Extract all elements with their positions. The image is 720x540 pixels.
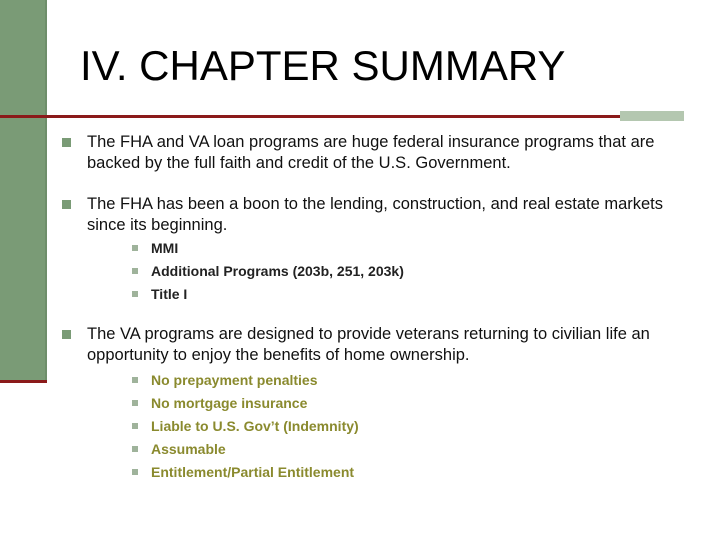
sub-bullet-text: MMI [151, 240, 179, 256]
sub-bullet-item [132, 262, 404, 280]
small-square-bullet-icon [132, 291, 138, 297]
sub-bullet-text: Additional Programs (203b, 251, 203k) [151, 263, 404, 279]
small-square-bullet-icon [132, 469, 138, 475]
bullet-text: The VA programs are designed to provide veterans returning to civilian life an opportunity to enjoy the benefits of home ownership. [87, 325, 650, 364]
bullet-text: The FHA has been a boon to the lending, construction, and real estate markets since its beginning. [87, 195, 664, 234]
sub-bullet-text: No mortgage insurance [151, 395, 308, 411]
bullet-text: The FHA and VA loan programs are huge federal insurance programs that are backed by the full faith and credit of the U.S. Government. [87, 133, 655, 172]
side-bar-bottom-rule [0, 380, 47, 383]
square-bullet-icon [62, 330, 71, 339]
sub-bullet-item [132, 417, 359, 435]
sub-bullet-text: Liable to U.S. Gov’t (Indemnity) [151, 418, 359, 434]
small-square-bullet-icon [132, 423, 138, 429]
decorative-side-bar [0, 0, 47, 383]
sub-bullet-item [132, 440, 226, 458]
bullet-item [62, 132, 692, 174]
small-square-bullet-icon [132, 400, 138, 406]
small-square-bullet-icon [132, 446, 138, 452]
sub-bullet-item [132, 371, 318, 389]
title-underline-accent [620, 111, 684, 121]
square-bullet-icon [62, 138, 71, 147]
slide-title: IV. CHAPTER SUMMARY [80, 42, 566, 89]
sub-bullet-text: Entitlement/Partial Entitlement [151, 464, 355, 480]
small-square-bullet-icon [132, 245, 138, 251]
small-square-bullet-icon [132, 268, 138, 274]
sub-bullet-item [132, 239, 178, 257]
bullet-item [62, 324, 692, 366]
sub-bullet-text: Assumable [151, 441, 226, 457]
side-bar-edge [45, 0, 47, 383]
small-square-bullet-icon [132, 377, 138, 383]
square-bullet-icon [62, 200, 71, 209]
sub-bullet-text: Title I [151, 286, 188, 302]
sub-bullet-text: No prepayment penalties [151, 372, 318, 388]
sub-bullet-item [132, 285, 187, 303]
sub-bullet-item [132, 463, 354, 481]
sub-bullet-item [132, 394, 307, 412]
bullet-item [62, 194, 692, 236]
title-underline [0, 115, 620, 118]
